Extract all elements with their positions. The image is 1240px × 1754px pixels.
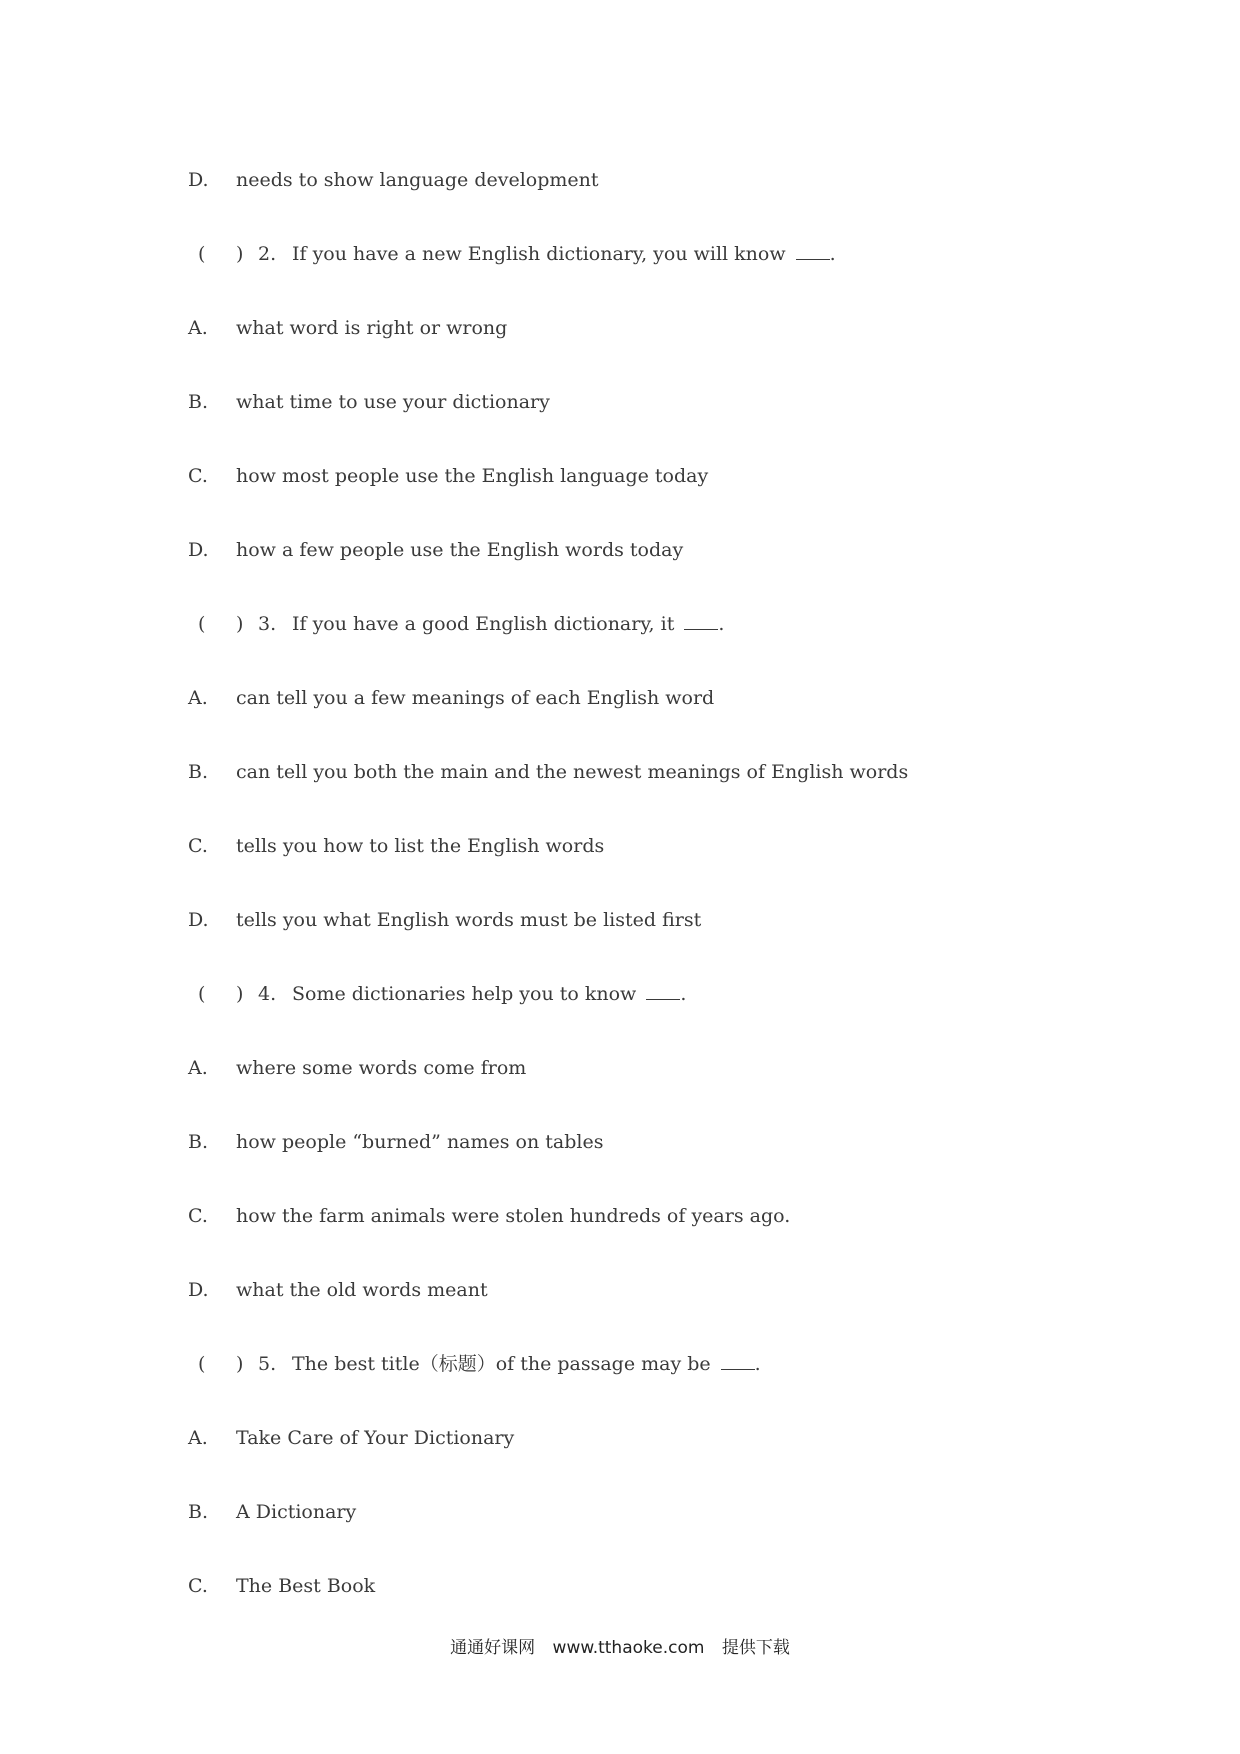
footer-site-name: 通通好课网 — [450, 1638, 536, 1658]
footer-note: 提供下载 — [721, 1638, 790, 1658]
question-number: 2. — [258, 243, 277, 265]
option-letter: A. — [188, 317, 208, 339]
question-text: Some dictionaries help you to know — [292, 983, 637, 1005]
answer-blank — [684, 611, 718, 630]
option-text: how the farm animals were stolen hundreds of years ago. — [236, 1205, 791, 1227]
question-text-wrap — [292, 1349, 761, 1379]
option-letter: D. — [188, 1279, 209, 1301]
option-letter: D. — [188, 909, 209, 931]
option-letter: C. — [188, 465, 208, 487]
answer-paren-open: ( — [198, 1353, 206, 1375]
question-text-wrap — [292, 609, 724, 639]
question-text: The best title（标题）of the passage may be — [292, 1353, 711, 1375]
answer-paren-close: ) — [236, 983, 244, 1005]
option-letter: B. — [188, 391, 209, 413]
question-number: 4. — [258, 983, 277, 1005]
option-text: tells you how to list the English words — [236, 835, 605, 857]
answer-blank — [646, 981, 680, 1000]
question-end: . — [718, 613, 725, 635]
question-text-wrap — [292, 979, 686, 1009]
question-end: . — [829, 243, 836, 265]
option-text: what time to use your dictionary — [236, 391, 550, 413]
option-letter: A. — [188, 1427, 208, 1449]
option-letter: B. — [188, 1501, 209, 1523]
option-letter: C. — [188, 1575, 208, 1597]
answer-paren-open: ( — [198, 613, 206, 635]
page-footer — [0, 1636, 1240, 1660]
answer-paren-open: ( — [198, 243, 206, 265]
option-text: what the old words meant — [236, 1279, 488, 1301]
option-text: The Best Book — [236, 1575, 376, 1597]
answer-paren-open: ( — [198, 983, 206, 1005]
option-text: Take Care of Your Dictionary — [236, 1427, 515, 1449]
option-text: how people “burned” names on tables — [236, 1131, 604, 1153]
question-end: . — [754, 1353, 761, 1375]
option-text: where some words come from — [236, 1057, 527, 1079]
option-letter: A. — [188, 687, 208, 709]
option-letter: C. — [188, 1205, 208, 1227]
option-text: how most people use the English language today — [236, 465, 709, 487]
answer-paren-close: ) — [236, 1353, 244, 1375]
option-letter: B. — [188, 761, 209, 783]
option-text: can tell you a few meanings of each English word — [236, 687, 715, 709]
option-letter: A. — [188, 1057, 208, 1079]
answer-paren-close: ) — [236, 243, 244, 265]
option-text: can tell you both the main and the newest meanings of English words — [236, 761, 909, 783]
option-letter: C. — [188, 835, 208, 857]
question-text: If you have a good English dictionary, it — [292, 613, 675, 635]
footer-url: www.tthaoke.com — [552, 1638, 705, 1658]
option-text: A Dictionary — [236, 1501, 357, 1523]
option-text: what word is right or wrong — [236, 317, 508, 339]
option-letter: B. — [188, 1131, 209, 1153]
option-text: tells you what English words must be listed first — [236, 909, 702, 931]
answer-blank — [796, 241, 830, 260]
option-text: how a few people use the English words today — [236, 539, 684, 561]
question-number: 3. — [258, 613, 277, 635]
option-letter: D. — [188, 539, 209, 561]
answer-blank — [721, 1351, 755, 1370]
question-number: 5. — [258, 1353, 277, 1375]
option-text: needs to show language development — [236, 169, 599, 191]
option-letter: D. — [188, 169, 209, 191]
answer-paren-close: ) — [236, 613, 244, 635]
question-text: If you have a new English dictionary, you will know — [292, 243, 786, 265]
question-end: . — [680, 983, 687, 1005]
question-text-wrap — [292, 239, 836, 269]
